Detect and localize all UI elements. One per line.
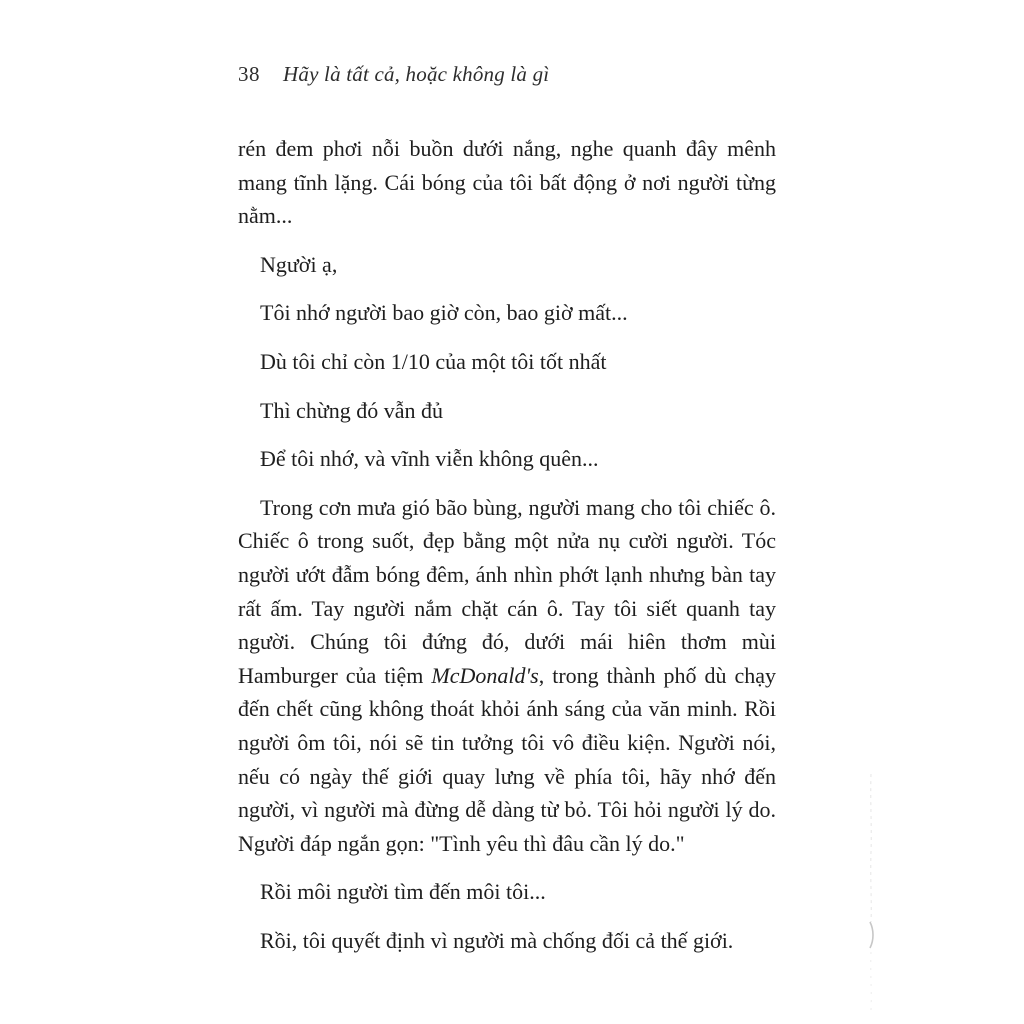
verse-line: Rồi môi người tìm đến môi tôi... <box>260 879 546 905</box>
page-showthrough-artifact <box>862 772 878 1012</box>
verse-line: Tôi nhớ người bao giờ còn, bao giờ mất... <box>260 300 628 326</box>
verse-line: Người ạ, <box>260 251 338 277</box>
verse-line: Dù tôi chỉ còn 1/10 của một tôi tốt nhất <box>260 348 607 374</box>
running-header <box>238 62 776 86</box>
body-paragraph: Trong cơn mưa gió bão bùng, người mang cho tôi chiếc ô. Chiếc ô trong suốt, đẹp bằng một nửa nụ cười người. Tóc người ướt đẫm bóng đêm, ánh nhìn phớt lạnh nhưng bàn tay rất ấm. Tay người nắm chặt cán ô. Tay tôi siết quanh tay người. Chúng tôi đứng đó, dưới mái hiên thơm mùi Hamburger của tiệm McDonald's, trong thành phố dù chạy đến chết cũng không thoát khỏi ánh sáng của văn minh. Rồi người ôm tôi, nói sẽ tin tưởng tôi vô điều kiện. Người nói, nếu có ngày thế giới quay lưng về phía tôi, hãy nhớ đến người, vì người mà đừng dễ dàng từ bỏ. Tôi hỏi người lý do. Người đáp ngắn gọn: "Tình yêu thì đâu cần lý do." <box>238 494 776 856</box>
verse-line: Rồi, tôi quyết định vì người mà chống đối cả thế giới. <box>260 927 734 953</box>
running-title: Hãy là tất cả, hoặc không là gì <box>283 62 550 86</box>
page-number: 38 <box>238 62 260 86</box>
verse-line: Để tôi nhớ, và vĩnh viễn không quên... <box>260 446 599 472</box>
body-paragraph: rén đem phơi nỗi buồn dưới nắng, nghe quanh đây mênh mang tĩnh lặng. Cái bóng của tôi bất động ở nơi người từng nằm... <box>238 136 776 229</box>
verse-line: Thì chừng đó vẫn đủ <box>260 397 444 423</box>
page-body <box>238 132 776 957</box>
